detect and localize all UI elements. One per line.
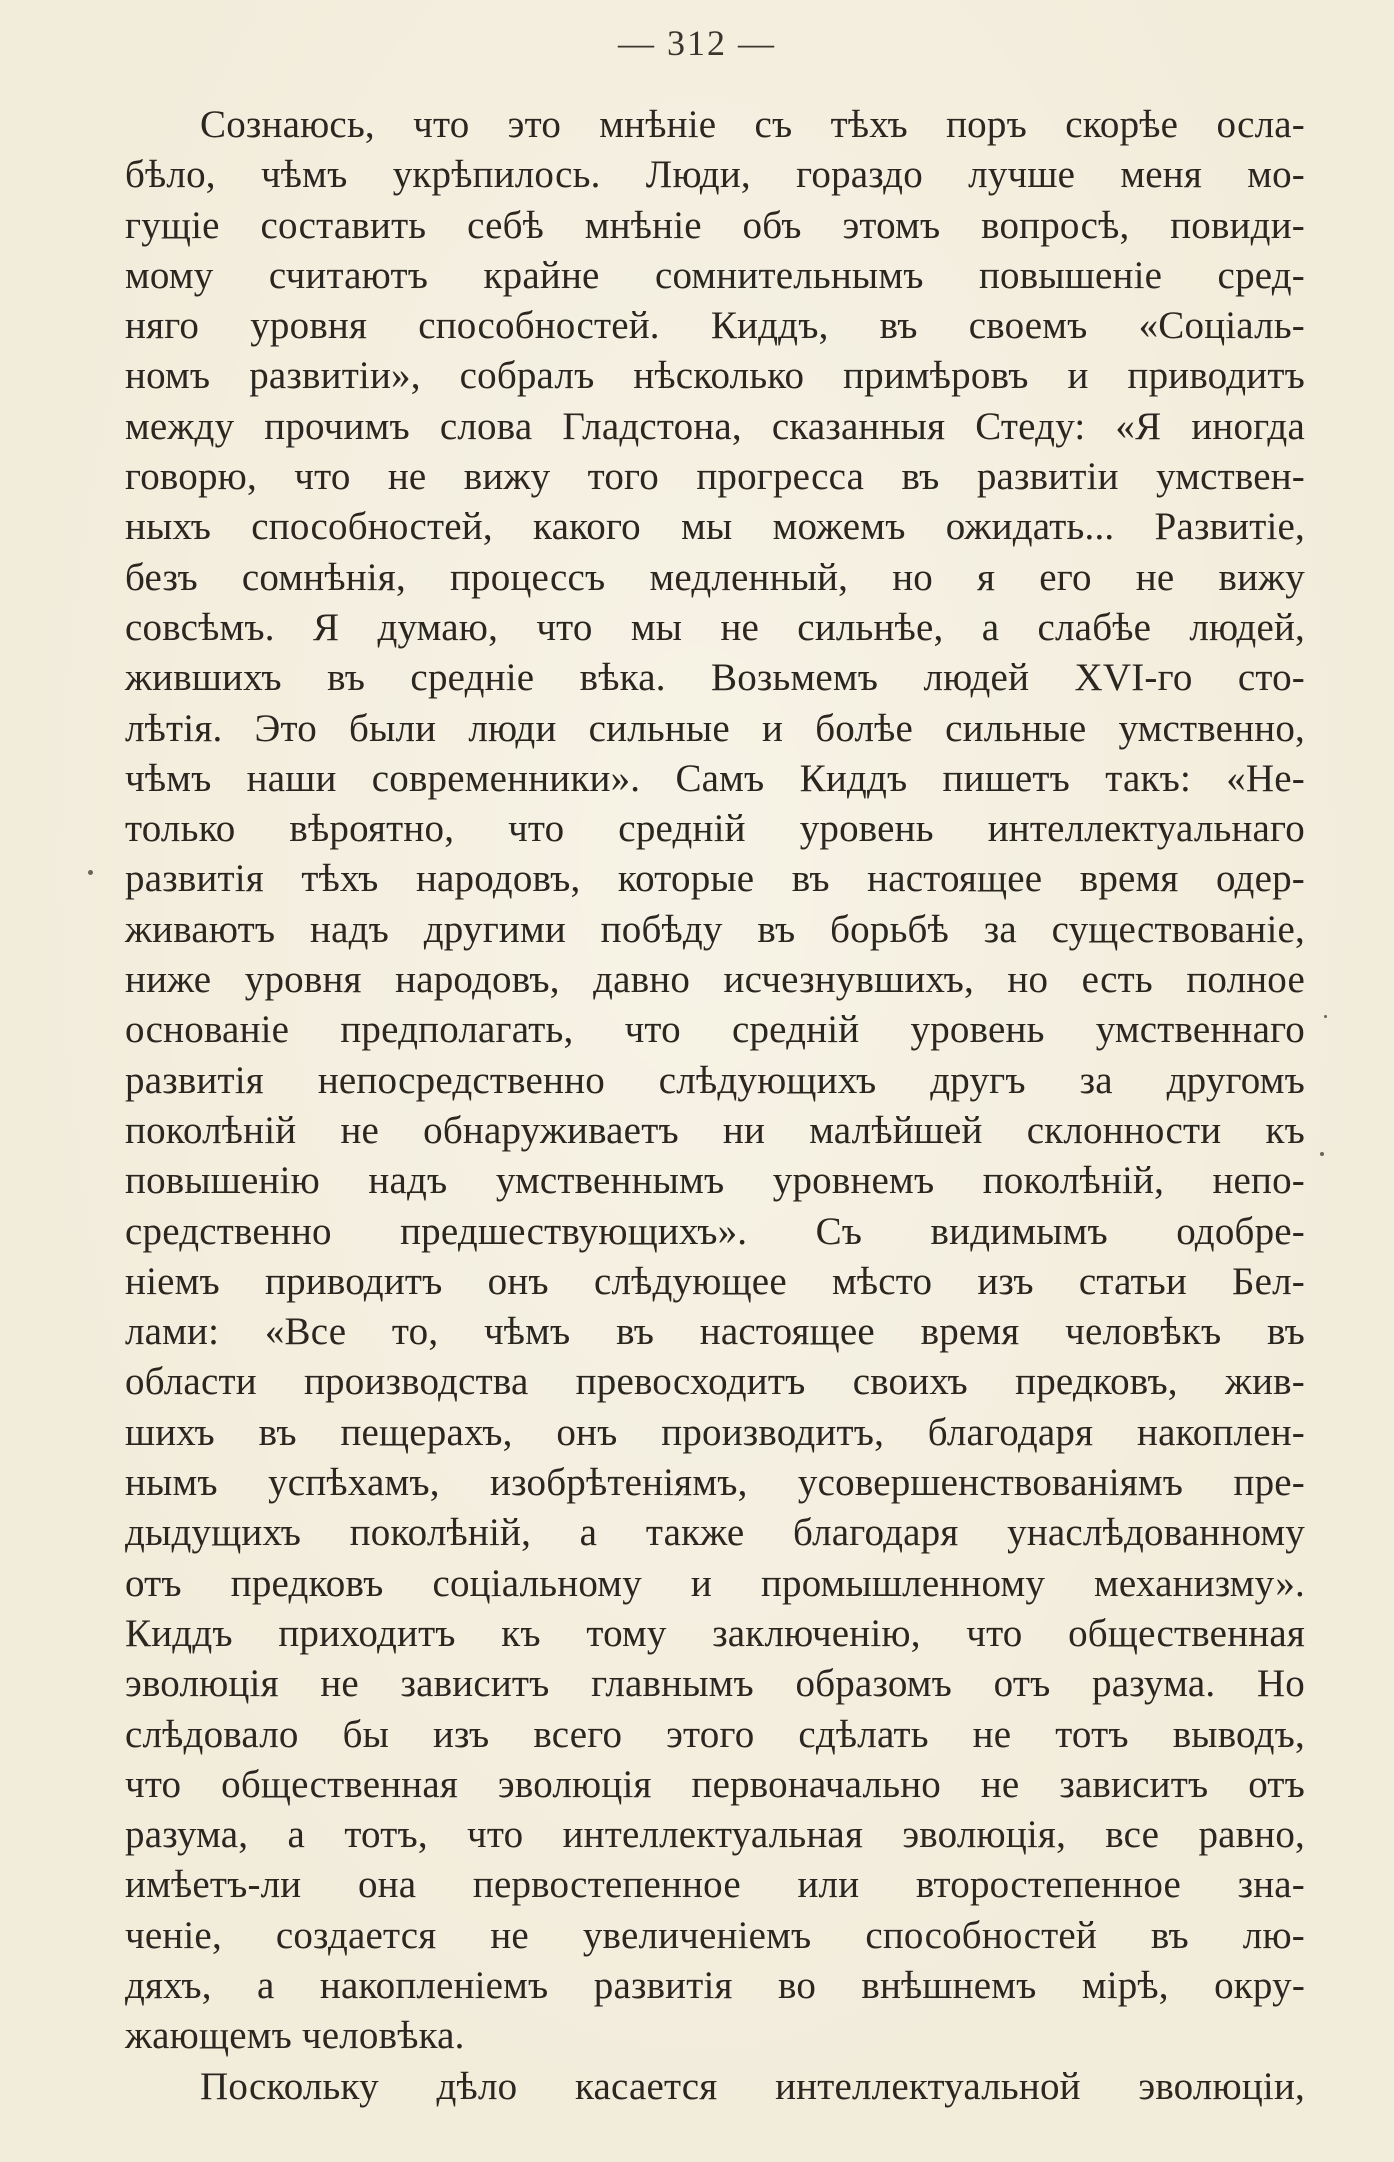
text-line: развитія тѣхъ народовъ, которые въ настоящее время одер- <box>125 857 1305 901</box>
text-line: Сознаюсь, что это мнѣніе съ тѣхъ поръ скорѣе осла- <box>200 103 1305 146</box>
text-line: слѣдовало бы изъ всего этого сдѣлать не тотъ выводъ, <box>125 1712 1305 1756</box>
text-line: области производства превосходитъ своихъ предковъ, жив- <box>125 1360 1305 1404</box>
text-line: ніемъ приводитъ онъ слѣдующее мѣсто изъ статьи Бел- <box>125 1259 1305 1303</box>
text-line: говорю, что не вижу того прогресса въ развитіи умствен- <box>125 455 1305 499</box>
text-line: что общественная эволюція первоначально не зависитъ отъ <box>125 1762 1305 1806</box>
body-text <box>125 100 1305 2112</box>
text-line: совсѣмъ. Я думаю, что мы не сильнѣе, а слабѣе людей, <box>125 605 1305 649</box>
print-speck <box>1324 1015 1327 1018</box>
text-line: развитія непосредственно слѣдующихъ другъ за другомъ <box>125 1058 1305 1102</box>
text-line: Киддъ приходитъ къ тому заключенію, что общественная <box>125 1611 1305 1655</box>
text-line: ниже уровня народовъ, давно исчезнувшихъ, но есть полное <box>125 958 1305 1002</box>
text-line: жающемъ человѣка. <box>125 2014 465 2058</box>
text-line: средственно предшествующихъ». Съ видимымъ одобре- <box>125 1209 1305 1253</box>
text-line: Поскольку дѣло касается интеллектуальной эволюціи, <box>200 2064 1305 2108</box>
text-line: только вѣроятно, что средній уровень интеллектуальнаго <box>125 807 1305 851</box>
text-line: чѣмъ наши современники». Самъ Киддъ пишетъ такъ: «Не- <box>125 756 1305 800</box>
text-line: повышенію надъ умственнымъ уровнемъ поколѣній, непо- <box>125 1159 1305 1203</box>
text-line: ныхъ способностей, какого мы можемъ ожидать... Развитіе, <box>125 505 1305 549</box>
text-line: дыдущихъ поколѣній, а также благодаря унаслѣдованному <box>125 1511 1305 1555</box>
text-line: основаніе предполагать, что средній уровень умственнаго <box>125 1008 1305 1052</box>
text-line: лѣтія. Это были люди сильные и болѣе сильные умственно, <box>125 706 1305 750</box>
text-line: мому считаютъ крайне сомнительнымъ повышеніе сред- <box>125 253 1305 297</box>
text-line: между прочимъ слова Гладстона, сказанныя Стеду: «Я иногда <box>125 404 1305 448</box>
text-line: бѣло, чѣмъ укрѣпилось. Люди, гораздо лучше меня мо- <box>125 153 1305 197</box>
text-line: гущіе составить себѣ мнѣніе объ этомъ вопросѣ, повиди- <box>125 203 1305 247</box>
page-number: — 312 — <box>618 23 776 63</box>
text-line: жившихъ въ средніе вѣка. Возьмемъ людей XVI-го сто- <box>125 656 1305 700</box>
text-line: имѣетъ-ли она первостепенное или второстепенное зна- <box>125 1863 1305 1907</box>
text-line: лами: «Все то, чѣмъ въ настоящее время человѣкъ въ <box>125 1310 1305 1354</box>
text-line: разума, а тотъ, что интеллектуальная эволюція, все равно, <box>125 1813 1305 1857</box>
text-line: шихъ въ пещерахъ, онъ производитъ, благодаря накоплен- <box>125 1410 1305 1454</box>
text-line: безъ сомнѣнія, процессъ медленный, но я его не вижу <box>125 555 1305 599</box>
text-line: отъ предковъ соціальному и промышленному механизму». <box>125 1561 1305 1605</box>
print-speck <box>1320 1152 1324 1156</box>
text-line: живаютъ надъ другими побѣду въ борьбѣ за существованіе, <box>125 907 1305 951</box>
text-line: нымъ успѣхамъ, изобрѣтеніямъ, усовершенствованіямъ пре- <box>125 1461 1305 1505</box>
text-line: эволюція не зависитъ главнымъ образомъ отъ разума. Но <box>125 1662 1305 1706</box>
text-line: ченіе, создается не увеличеніемъ способностей въ лю- <box>125 1913 1305 1957</box>
print-speck <box>88 870 93 875</box>
text-line: дяхъ, а накопленіемъ развитія во внѣшнемъ мірѣ, окру- <box>125 1963 1305 2007</box>
text-line: номъ развитіи», собралъ нѣсколько примѣровъ и приводитъ <box>125 354 1305 398</box>
text-line: поколѣній не обнаруживаетъ ни малѣйшей склонности къ <box>125 1108 1305 1152</box>
text-line: няго уровня способностей. Киддъ, въ своемъ «Соціаль- <box>125 304 1305 348</box>
